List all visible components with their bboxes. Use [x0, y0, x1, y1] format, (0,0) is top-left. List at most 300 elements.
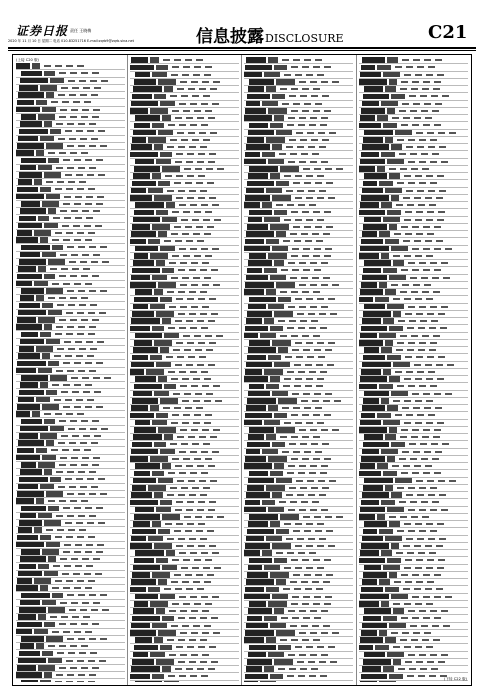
row-value-block: [328, 298, 335, 300]
row-text-block: [264, 72, 280, 78]
row-value-block: [168, 675, 175, 677]
row-value-block: [198, 523, 205, 525]
row-value-block: [291, 110, 298, 112]
table-row: [16, 360, 125, 367]
row-text-block: [266, 137, 285, 143]
row-text-block: [248, 217, 262, 223]
row-value-block: [289, 320, 296, 322]
row-text-block: [248, 521, 268, 527]
row-value-block: [419, 139, 426, 141]
row-value-block: [332, 632, 339, 634]
row-value-block: [311, 139, 318, 141]
row-text-block: [362, 275, 387, 281]
table-row: [16, 658, 125, 665]
row-value-block: [52, 283, 59, 285]
header-rule-thin: [8, 50, 476, 51]
row-value-block: [175, 509, 182, 511]
row-text-block: [131, 492, 152, 498]
row-text-block: [359, 427, 387, 433]
row-text-block: [381, 202, 392, 208]
row-value-block: [70, 72, 77, 74]
row-text-block: [361, 587, 383, 593]
row-value-block: [68, 304, 75, 306]
row-value-block: [75, 565, 82, 567]
row-value-block: [306, 646, 313, 648]
table-row: [244, 318, 353, 325]
header-rule: [8, 47, 476, 49]
row-text-block: [20, 426, 48, 432]
table-row: [359, 130, 468, 137]
row-value-block: [187, 153, 194, 155]
row-value-block: [194, 559, 201, 561]
row-text-block: [268, 108, 287, 114]
row-value-block: [323, 233, 330, 235]
row-value-block: [92, 667, 99, 669]
row-text-block: [270, 521, 280, 527]
row-value-block: [406, 190, 413, 192]
row-value-block: [278, 668, 285, 670]
row-value-block: [438, 211, 445, 213]
row-text-block: [381, 449, 398, 455]
row-text-block: [19, 172, 42, 178]
row-text-block: [130, 65, 154, 71]
row-text-block: [18, 136, 38, 142]
row-value-block: [87, 478, 94, 480]
row-text-block: [391, 246, 408, 252]
row-value-block: [420, 95, 427, 97]
row-text-block: [362, 492, 389, 498]
row-value-block: [299, 632, 306, 634]
row-value-block: [63, 283, 70, 285]
row-value-block: [55, 580, 62, 582]
row-text-block: [248, 130, 274, 136]
row-value-block: [412, 226, 419, 228]
row-value-block: [290, 501, 297, 503]
row-value-block: [298, 472, 305, 474]
row-value-block: [429, 675, 436, 677]
row-value-block: [292, 393, 299, 395]
row-value-block: [426, 378, 433, 380]
row-value-block: [401, 429, 408, 431]
table-row: [16, 455, 125, 462]
row-text-block: [18, 614, 36, 620]
row-value-block: [186, 509, 193, 511]
row-text-block: [359, 645, 373, 651]
row-value-block: [395, 66, 402, 68]
table-row: [16, 382, 125, 389]
row-text-block: [266, 384, 279, 390]
row-text-block: [383, 268, 397, 274]
row-value-block: [326, 574, 333, 576]
table-row: [244, 601, 353, 608]
row-text-block: [44, 672, 52, 678]
table-rows: [130, 57, 239, 682]
row-value-block: [89, 594, 96, 596]
row-value-block: [193, 422, 200, 424]
row-value-block: [288, 509, 295, 511]
row-value-block: [439, 146, 446, 148]
row-text-block: [21, 506, 46, 512]
row-value-block: [204, 422, 211, 424]
row-value-block: [197, 320, 204, 322]
table-row: [130, 311, 239, 318]
row-text-block: [249, 558, 272, 564]
row-value-block: [208, 320, 215, 322]
row-text-block: [18, 223, 42, 229]
row-value-block: [182, 277, 189, 279]
row-value-block: [81, 152, 88, 154]
row-text-block: [245, 543, 270, 549]
row-value-block: [60, 558, 67, 560]
row-value-block: [190, 552, 197, 554]
table-row: [244, 101, 353, 108]
row-text-block: [274, 210, 287, 216]
row-value-block: [291, 436, 298, 438]
row-text-block: [244, 159, 266, 165]
table-row: [16, 273, 125, 280]
row-value-block: [60, 457, 67, 459]
row-value-block: [404, 378, 411, 380]
row-value-block: [48, 500, 55, 502]
row-text-block: [362, 405, 385, 411]
row-text-block: [50, 426, 64, 432]
row-value-block: [59, 116, 66, 118]
table-row: [244, 130, 353, 137]
row-value-block: [422, 436, 429, 438]
row-value-block: [286, 494, 293, 496]
row-value-block: [403, 117, 410, 119]
row-value-block: [88, 333, 95, 335]
row-text-block: [389, 376, 400, 382]
row-text-block: [158, 579, 167, 585]
row-value-block: [201, 103, 208, 105]
row-text-block: [268, 652, 284, 658]
row-value-block: [81, 645, 88, 647]
row-value-block: [315, 226, 322, 228]
row-value-block: [293, 574, 300, 576]
row-value-block: [414, 465, 421, 467]
row-text-block: [21, 114, 36, 120]
row-value-block: [200, 538, 207, 540]
row-value-block: [297, 538, 304, 540]
row-value-block: [321, 429, 328, 431]
row-value-block: [206, 516, 213, 518]
row-text-block: [20, 513, 36, 519]
row-value-block: [415, 378, 422, 380]
row-text-block: [152, 471, 164, 477]
table-row: [130, 615, 239, 622]
row-text-block: [387, 108, 395, 114]
row-text-block: [389, 224, 397, 230]
row-value-block: [78, 493, 85, 495]
row-value-block: [398, 320, 405, 322]
row-text-block: [362, 666, 381, 672]
table-row: [130, 304, 239, 311]
row-text-block: [245, 674, 268, 680]
row-text-block: [135, 72, 150, 78]
table-row: [359, 188, 468, 195]
row-text-block: [276, 282, 295, 288]
row-text-block: [130, 369, 144, 375]
row-value-block: [328, 197, 335, 199]
row-value-block: [81, 500, 88, 502]
table-row: [16, 136, 125, 143]
table-row: [244, 536, 353, 543]
row-value-block: [438, 313, 445, 315]
row-value-block: [438, 356, 445, 358]
row-value-block: [405, 233, 412, 235]
row-value-block: [293, 451, 300, 453]
row-text-block: [264, 420, 280, 426]
row-text-block: [36, 150, 44, 156]
row-value-block: [178, 494, 185, 496]
table-row: [16, 447, 125, 454]
row-value-block: [73, 573, 80, 575]
row-text-block: [381, 550, 392, 556]
row-value-block: [288, 465, 295, 467]
row-value-block: [66, 580, 73, 582]
row-text-block: [387, 456, 395, 462]
row-value-block: [201, 327, 208, 329]
row-text-block: [272, 340, 291, 346]
row-value-block: [316, 385, 323, 387]
row-text-block: [16, 324, 42, 330]
row-value-block: [282, 451, 289, 453]
row-text-block: [244, 333, 258, 339]
row-value-block: [204, 74, 211, 76]
row-value-block: [433, 335, 440, 337]
table-row: [359, 318, 468, 325]
row-value-block: [73, 449, 80, 451]
row-value-block: [431, 320, 438, 322]
row-value-block: [310, 465, 317, 467]
table-row: [16, 252, 125, 259]
row-value-block: [194, 414, 201, 416]
row-value-block: [68, 348, 75, 350]
row-text-block: [44, 520, 61, 526]
row-text-block: [383, 123, 397, 129]
row-value-block: [406, 66, 413, 68]
row-text-block: [276, 478, 292, 484]
row-value-block: [68, 80, 75, 82]
row-text-block: [19, 216, 36, 222]
table-row: [130, 333, 239, 340]
row-value-block: [408, 610, 415, 612]
row-value-block: [295, 545, 302, 547]
table-row: [244, 412, 353, 419]
row-value-block: [89, 638, 96, 640]
row-value-block: [181, 139, 188, 141]
row-value-block: [429, 552, 436, 554]
row-value-block: [324, 458, 331, 460]
row-value-block: [90, 80, 97, 82]
row-text-block: [133, 391, 152, 397]
row-value-block: [175, 320, 182, 322]
row-value-block: [175, 465, 182, 467]
row-value-block: [397, 385, 404, 387]
row-text-block: [381, 152, 395, 158]
row-value-block: [175, 364, 182, 366]
row-value-block: [93, 109, 100, 111]
table-row: [16, 92, 125, 99]
row-value-block: [411, 88, 418, 90]
row-value-block: [433, 639, 440, 641]
row-value-block: [204, 378, 211, 380]
row-text-block: [44, 223, 58, 229]
row-text-block: [42, 252, 56, 258]
row-value-block: [417, 66, 424, 68]
row-value-block: [445, 248, 452, 250]
row-value-block: [416, 661, 423, 663]
row-text-block: [246, 579, 274, 585]
continued-from-label: (上接 C20 版): [16, 58, 39, 62]
row-text-block: [40, 85, 57, 91]
row-value-block: [210, 88, 217, 90]
table-row: [16, 339, 125, 346]
row-value-block: [91, 138, 98, 140]
row-value-block: [416, 132, 423, 134]
row-value-block: [306, 523, 313, 525]
row-value-block: [74, 507, 81, 509]
table-row: [16, 621, 125, 628]
table-row: [16, 672, 125, 679]
row-value-block: [198, 545, 205, 547]
row-value-block: [421, 277, 428, 279]
row-value-block: [414, 117, 421, 119]
row-text-block: [154, 94, 166, 100]
row-value-block: [89, 326, 96, 328]
row-value-block: [63, 239, 70, 241]
table-rows: [359, 57, 468, 682]
row-value-block: [166, 356, 173, 358]
table-row: [359, 253, 468, 260]
row-value-block: [81, 667, 88, 669]
row-value-block: [169, 654, 176, 656]
row-value-block: [83, 616, 90, 618]
row-value-block: [209, 342, 216, 344]
row-value-block: [69, 138, 76, 140]
row-text-block: [272, 195, 291, 201]
row-value-block: [438, 559, 445, 561]
row-value-block: [195, 516, 202, 518]
row-value-block: [190, 327, 197, 329]
row-value-block: [178, 269, 185, 271]
table-row: [244, 289, 353, 296]
row-value-block: [428, 190, 435, 192]
row-value-block: [71, 109, 78, 111]
table-row: [16, 563, 125, 570]
row-value-block: [200, 190, 207, 192]
row-value-block: [101, 80, 108, 82]
row-value-block: [280, 335, 287, 337]
row-value-block: [91, 486, 98, 488]
row-text-block: [381, 601, 389, 607]
row-text-block: [246, 188, 264, 194]
row-text-block: [379, 630, 387, 636]
table-row: [16, 353, 125, 360]
row-value-block: [55, 536, 62, 538]
table-row: [16, 462, 125, 469]
row-text-block: [361, 108, 385, 114]
row-text-block: [361, 282, 377, 288]
table-row: [130, 267, 239, 274]
row-text-block: [135, 246, 158, 252]
row-value-block: [300, 95, 307, 97]
table-row: [244, 594, 353, 601]
table-row: [244, 579, 353, 586]
row-value-block: [203, 95, 210, 97]
row-value-block: [203, 487, 210, 489]
row-value-block: [88, 312, 95, 314]
table-row: [130, 166, 239, 173]
row-text-block: [391, 492, 402, 498]
table-row: [16, 128, 125, 135]
row-value-block: [316, 364, 323, 366]
row-text-block: [278, 645, 291, 651]
row-value-block: [96, 203, 103, 205]
row-value-block: [209, 153, 216, 155]
row-value-block: [302, 66, 309, 68]
table-row: [130, 130, 239, 137]
row-text-block: [164, 86, 173, 92]
row-text-block: [383, 616, 397, 622]
table-row: [359, 340, 468, 347]
row-text-block: [363, 268, 381, 274]
row-value-block: [178, 617, 185, 619]
row-value-block: [325, 349, 332, 351]
row-value-block: [209, 298, 216, 300]
row-value-block: [429, 204, 436, 206]
row-value-block: [281, 617, 288, 619]
row-value-block: [412, 429, 419, 431]
row-value-block: [286, 190, 293, 192]
table-row: [244, 391, 353, 398]
row-value-block: [302, 414, 309, 416]
row-text-block: [247, 224, 268, 230]
row-text-block: [276, 579, 286, 585]
row-value-block: [401, 81, 408, 83]
row-text-block: [361, 543, 389, 549]
row-text-block: [391, 391, 408, 397]
row-value-block: [69, 261, 76, 263]
table-row: [130, 159, 239, 166]
row-value-block: [397, 182, 404, 184]
row-value-block: [289, 139, 296, 141]
table-row: [359, 391, 468, 398]
row-value-block: [441, 610, 448, 612]
row-text-block: [364, 565, 381, 571]
row-text-block: [134, 471, 150, 477]
row-text-block: [130, 108, 148, 114]
row-value-block: [310, 509, 317, 511]
row-value-block: [56, 123, 63, 125]
row-text-block: [19, 390, 44, 396]
row-value-block: [163, 59, 170, 61]
row-value-block: [208, 117, 215, 119]
table-row: [359, 449, 468, 456]
row-value-block: [400, 436, 407, 438]
table-row: [359, 144, 468, 151]
row-text-block: [46, 194, 60, 200]
row-text-block: [246, 405, 266, 411]
row-text-block: [131, 231, 156, 237]
row-value-block: [402, 59, 409, 61]
row-value-block: [310, 117, 317, 119]
row-text-block: [385, 289, 396, 295]
row-value-block: [180, 306, 187, 308]
row-value-block: [288, 306, 295, 308]
row-value-block: [396, 552, 403, 554]
